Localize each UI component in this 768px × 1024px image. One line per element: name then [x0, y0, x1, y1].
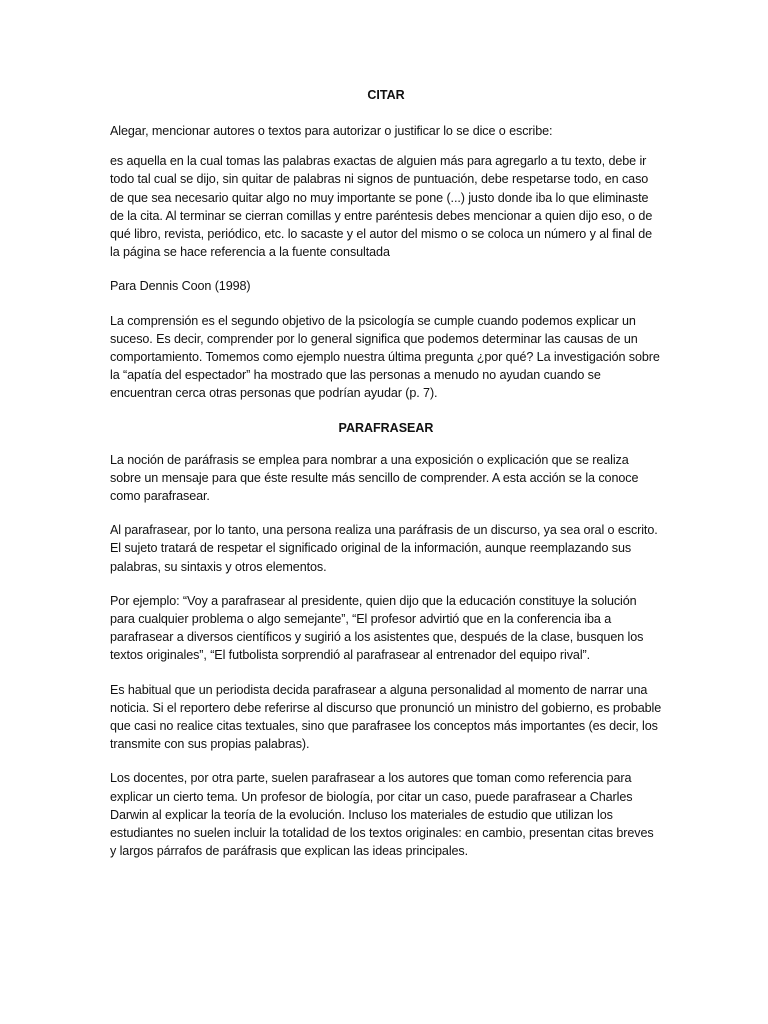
paragraph-examples: Por ejemplo: “Voy a parafrasear al presidente, quien dijo que la educación constituye la solución para cualquier problema o algo semejante”, “El profesor advirtió que en la conferencia iba a parafrasear a diversos científicos y sugirió a los asistentes que, después de la clase, busquen los textos originales”, “El futbolista sorprendió al parafrasear al entrenador del equipo rival”.: [110, 593, 644, 663]
paragraph-journalist: Es habitual que un periodista decida parafrasear a alguna personalidad al momento de narrar una noticia. Si el reportero debe referirse al discurso que pronunció un ministro del gobierno, es probable que casi no realice citas textuales, sino que parafrasee los conceptos más importantes (es decir, los transmite con sus propias palabras).: [110, 682, 662, 752]
paragraph-parafrasear-explanation: Al parafrasear, por lo tanto, una persona realiza una paráfrasis de un discurso, ya sea oral o escrito. El sujeto tratará de respetar el significado original de la información, aunque reemplazando sus palabras, su sintaxis y otros elementos.: [110, 523, 658, 574]
paragraph-coon-quote: La comprensión es el segundo objetivo de la psicología se cumple cuando podemos explicar un suceso. Es decir, comprender por lo general significa que podemos determinar las causas de un comportamiento. Tomemos como ejemplo nuestra última pregunta ¿por qué? La investigación sobre la “apatía del espectador” ha mostrado que las personas a menudo no ayudan cuando se encuentran cerca otras personas que podrían ayudar (p. 7).: [110, 313, 660, 401]
paragraph-intro: Alegar, mencionar autores o textos para autorizar o justificar lo se dice o escribe:: [110, 124, 553, 138]
paragraph-teachers: Los docentes, por otra parte, suelen parafrasear a los autores que toman como referencia para explicar un cierto tema. Un profesor de biología, por citar un caso, puede parafrasear a Charles Darwin al explicar la teoría de la evolución. Incluso los materiales de estudio que utilizan los estudiantes no suelen incluir la totalidad de los textos originales: en cambio, presentan citas breves y largos párrafos de paráfrasis que explican las ideas principales.: [110, 771, 654, 859]
paragraph-cita-definition: es aquella en la cual tomas las palabras exactas de alguien más para agregarlo a tu texto, debe ir todo tal cual se dijo, sin quitar de palabras ni signos de puntuación, debe respetarse todo, en caso de que sea necesario quitar algo no muy importante se pone (...) justo donde iba lo que eliminaste de la cita. Al terminar se cierran comillas y entre paréntesis debes mencionar a quien dijo eso, o de qué libro, revista, periódico, etc. lo sacaste y el autor del mismo o se coloca un número y al final de la página se hace referencia a la fuente consultada: [110, 154, 653, 260]
heading-citar: CITAR: [367, 88, 405, 102]
paragraph-parafrasis-notion: La noción de paráfrasis se emplea para nombrar a una exposición o explicación que se realiza sobre un mensaje para que éste resulte más sencillo de comprender. A esta acción se la conoce como parafrasear.: [110, 452, 639, 504]
heading-parafrasear: PARAFRASEAR: [338, 420, 434, 435]
paragraph-author-reference: Para Dennis Coon (1998): [110, 279, 251, 294]
